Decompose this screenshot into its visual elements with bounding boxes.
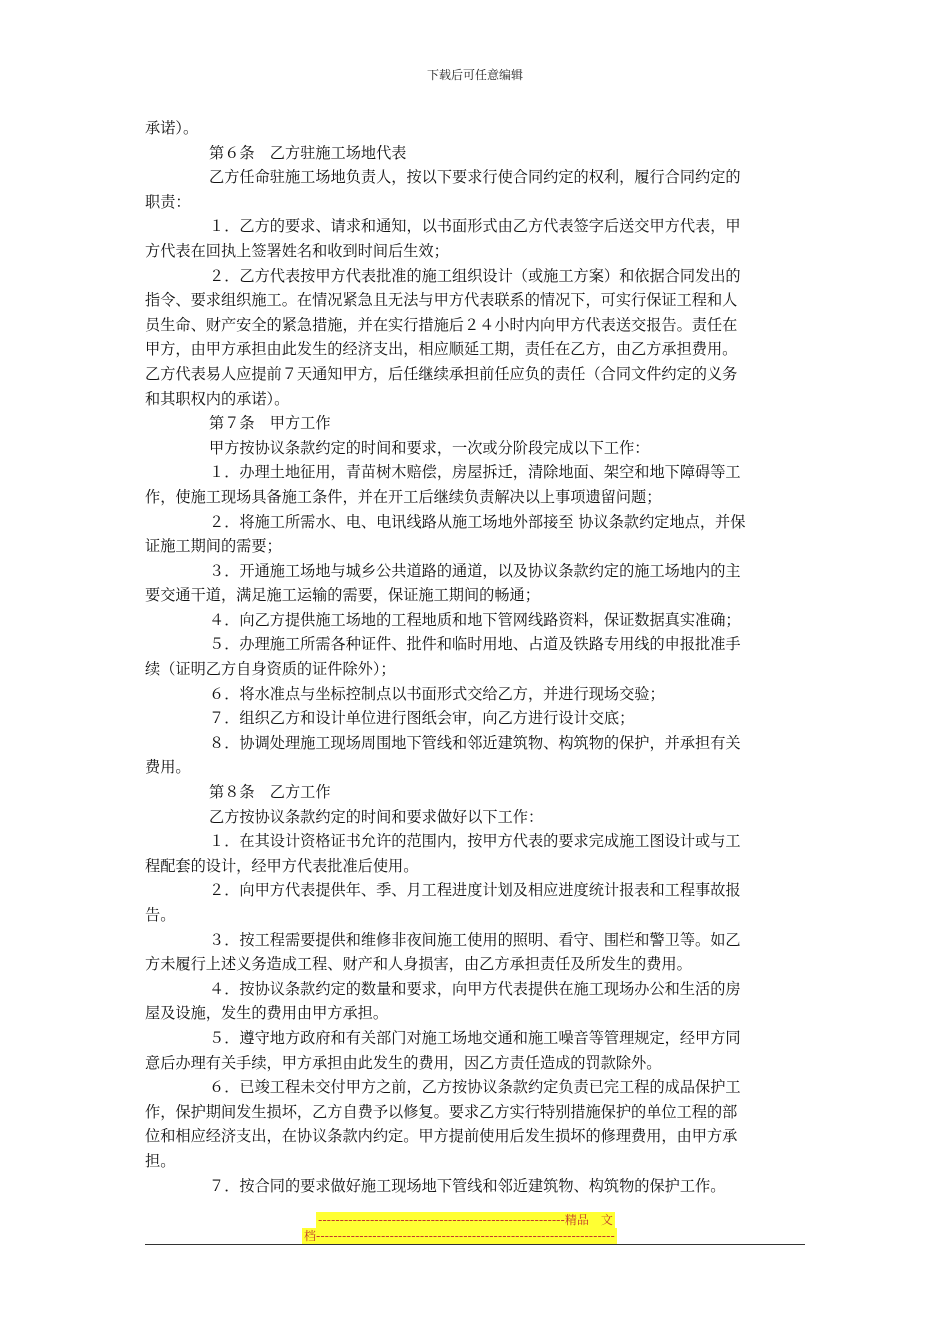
text-line: ３．按工程需要提供和维修非夜间施工使用的照明、看守、围栏和警卫等。如乙 <box>209 930 741 949</box>
text-line: 乙方按协议条款约定的时间和要求做好以下工作： <box>209 807 544 826</box>
text-line: 和其职权内的承诺）。 <box>145 389 290 408</box>
document-body <box>145 116 805 1198</box>
text-line: ７．组织乙方和设计单位进行图纸会审，向乙方进行设计交底； <box>209 709 635 728</box>
text-line: 要交通干道，满足施工运输的需要，保证施工期间的畅通； <box>145 586 540 605</box>
page-header: 下载后可任意编辑 <box>426 68 523 82</box>
text-line: 担。 <box>145 1151 176 1170</box>
footer-rule <box>145 1244 805 1245</box>
text-line: 乙方代表易人应提前７天通知甲方，后任继续承担前任应负的责任（合同文件约定的义务 <box>145 364 738 383</box>
text-line: １．在其设计资格证书允许的范围内，按甲方代表的要求完成施工图设计或与工 <box>209 832 741 851</box>
text-line: 第８条 乙方工作 <box>209 783 331 802</box>
text-line: ４．按协议条款约定的数量和要求，向甲方代表提供在施工现场办公和生活的房 <box>209 979 741 998</box>
text-line: 续（证明乙方自身资质的证件除外）； <box>145 660 396 679</box>
text-line: 指令、要求组织施工。在情况紧急且无法与甲方代表联系的情况下，可实行保证工程和人 <box>145 291 738 310</box>
text-line: １．办理土地征用，青苗树木赔偿，房屋拆迁，清除地面、架空和地下障碍等工 <box>209 463 741 482</box>
text-line: 告。 <box>145 906 176 924</box>
text-line: ２．向甲方代表提供年、季、月工程进度计划及相应进度统计报表和工程事故报 <box>209 881 741 900</box>
text-line: 职责： <box>145 192 191 211</box>
text-line: 第７条 甲方工作 <box>209 414 331 433</box>
text-line: 作，保护期间发生损坏，乙方自费予以修复。要求乙方实行特别措施保护的单位工程的部 <box>145 1102 738 1121</box>
text-line: 承诺）。 <box>145 119 199 137</box>
text-line: 甲方，由甲方承担由此发生的经济支出，相应顺延工期，责任在乙方，由乙方承担费用。 <box>145 340 738 359</box>
text-line: １．乙方的要求、请求和通知，以书面形式由乙方代表签字后送交甲方代表，甲 <box>209 217 741 236</box>
text-line: ５．办理施工所需各种证件、批件和临时用地、占道及铁路专用线的申报批准手 <box>209 635 741 654</box>
footer-watermark-line-1: ---------------------------------------------------------精品 文 <box>318 1213 613 1227</box>
text-line: 乙方任命驻施工场地负责人，按以下要求行使合同约定的权利，履行合同约定的 <box>209 168 741 187</box>
text-line: ２．乙方代表按甲方代表批准的施工组织设计（或施工方案）和依据合同发出的 <box>209 266 741 285</box>
text-line: ７．按合同的要求做好施工现场地下管线和邻近建筑物、构筑物的保护工作。 <box>209 1176 726 1195</box>
footer-watermark-line-2: 档--------------------------------------------------------------------- <box>304 1229 615 1243</box>
text-line: ６．将水准点与坐标控制点以书面形式交给乙方，并进行现场交验； <box>209 684 665 703</box>
text-line: ８．协调处理施工现场周围地下管线和邻近建筑物、构筑物的保护，并承担有关 <box>209 733 741 752</box>
text-line: 作，使施工现场具备施工条件，并在开工后继续负责解决以上事项遗留问题； <box>145 487 662 506</box>
text-line: 费用。 <box>145 758 191 777</box>
text-line: 第６条 乙方驻施工场地代表 <box>209 143 407 162</box>
text-line: ２．将施工所需水、电、电讯线路从施工场地外部接至 协议条款约定地点，并保 <box>209 512 746 531</box>
text-line: ４．向乙方提供施工场地的工程地质和地下管网线路资料，保证数据真实准确； <box>209 610 741 629</box>
text-line: 位和相应经济支出，在协议条款内约定。甲方提前使用后发生损坏的修理费用，由甲方承 <box>145 1127 738 1146</box>
text-line: 员生命、财产安全的紧急措施，并在实行措施后２４小时内向甲方代表送交报告。责任在 <box>145 315 738 334</box>
text-line: 甲方按协议条款约定的时间和要求，一次或分阶段完成以下工作： <box>209 438 650 457</box>
text-line: ５．遵守地方政府和有关部门对施工场地交通和施工噪音等管理规定，经甲方同 <box>209 1028 741 1047</box>
text-line: 屋及设施，发生的费用由甲方承担。 <box>145 1004 388 1023</box>
text-line: 证施工期间的需要； <box>145 537 282 556</box>
text-line: 程配套的设计，经甲方代表批准后使用。 <box>145 856 419 875</box>
text-line: 方未履行上述义务造成工程、财产和人身损害，由乙方承担责任及所发生的费用。 <box>145 955 692 974</box>
text-line: 方代表在回执上签署姓名和收到时间后生效； <box>145 241 449 260</box>
text-line: ６．已竣工程未交付甲方之前，乙方按协议条款约定负责已完工程的成品保护工 <box>209 1078 741 1097</box>
text-line: ３．开通施工场地与城乡公共道路的通道，以及协议条款约定的施工场地内的主 <box>209 561 741 580</box>
text-line: 意后办理有关手续，甲方承担由此发生的费用，因乙方责任造成的罚款除外。 <box>145 1053 662 1072</box>
